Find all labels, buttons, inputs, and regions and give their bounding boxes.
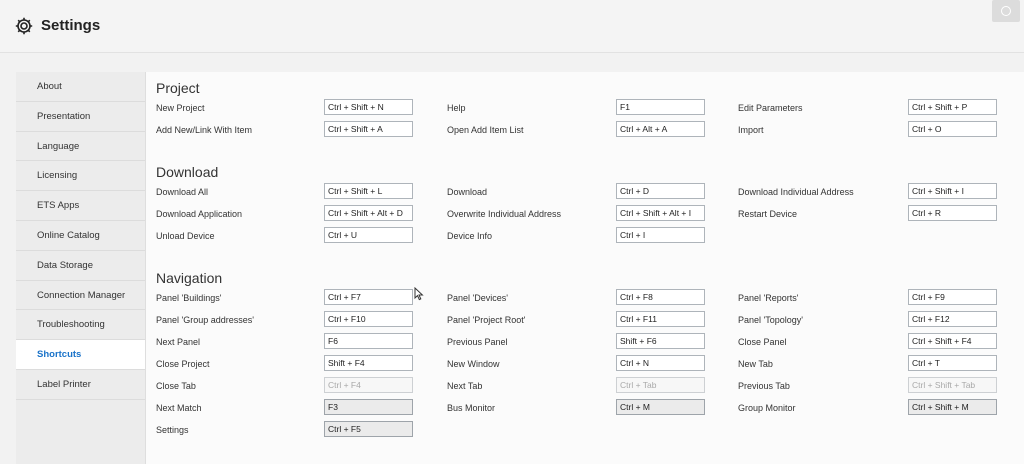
shortcut-label: Download (447, 187, 488, 197)
circle-icon (1001, 6, 1011, 16)
shortcut-row (146, 289, 1024, 311)
section-title-download: Download (156, 164, 219, 180)
shortcut-key-field-panel-project-root[interactable]: Ctrl + F11 (616, 311, 705, 327)
sidebar-item-troubleshooting[interactable]: Troubleshooting (16, 310, 145, 340)
shortcut-row (146, 121, 1024, 143)
shortcut-key-field-panel-group-addresses[interactable]: Ctrl + F10 (324, 311, 413, 327)
shortcut-key-field-next-match[interactable]: F3 (324, 399, 413, 415)
shortcut-row (146, 205, 1024, 227)
shortcut-key-field-restart-device[interactable]: Ctrl + R (908, 205, 997, 221)
sidebar-item-language[interactable]: Language (16, 132, 145, 162)
shortcut-label: Open Add Item List (447, 125, 524, 135)
shortcut-label: Panel 'Project Root' (447, 315, 526, 325)
shortcut-label: Close Project (156, 359, 210, 369)
shortcut-label: Download All (156, 187, 209, 197)
shortcut-label: Next Panel (156, 337, 201, 347)
shortcut-label: Add New/Link With Item (156, 125, 253, 135)
mouse-cursor-icon (414, 287, 424, 301)
shortcut-key-field-panel-devices[interactable]: Ctrl + F8 (616, 289, 705, 305)
shortcut-key-field-panel-topology[interactable]: Ctrl + F12 (908, 311, 997, 327)
shortcut-row (146, 421, 1024, 443)
shortcut-key-field-next-panel[interactable]: F6 (324, 333, 413, 349)
shortcut-key-field-bus-monitor[interactable]: Ctrl + M (616, 399, 705, 415)
shortcut-row (146, 377, 1024, 399)
shortcut-label: Help (447, 103, 466, 113)
shortcut-label: Bus Monitor (447, 403, 496, 413)
shortcut-label: Unload Device (156, 231, 215, 241)
sidebar-item-ets-apps[interactable]: ETS Apps (16, 191, 145, 221)
sidebar-item-online-catalog[interactable]: Online Catalog (16, 221, 145, 251)
shortcut-label: Next Tab (447, 381, 483, 391)
window-control-button[interactable] (992, 0, 1020, 22)
shortcut-label: Import (738, 125, 764, 135)
shortcut-row (146, 333, 1024, 355)
shortcuts-panel (146, 72, 1024, 464)
section-title-navigation: Navigation (156, 270, 223, 286)
shortcut-row (146, 399, 1024, 421)
shortcut-label: Previous Panel (447, 337, 508, 347)
shortcut-label: Restart Device (738, 209, 798, 219)
sidebar-item-data-storage[interactable]: Data Storage (16, 251, 145, 281)
sidebar-item-presentation[interactable]: Presentation (16, 102, 145, 132)
settings-sidebar (16, 72, 146, 464)
shortcut-label: Download Application (156, 209, 243, 219)
shortcut-label: Next Match (156, 403, 202, 413)
window-title: Settings (41, 17, 101, 34)
shortcut-key-field-new-tab[interactable]: Ctrl + T (908, 355, 997, 371)
shortcut-label: Panel 'Devices' (447, 293, 508, 303)
shortcut-key-field-previous-panel[interactable]: Shift + F6 (616, 333, 705, 349)
shortcut-key-field-download-application[interactable]: Ctrl + Shift + Alt + D (324, 205, 413, 221)
shortcut-row (146, 355, 1024, 377)
shortcut-key-field-previous-tab: Ctrl + Shift + Tab (908, 377, 997, 393)
shortcut-label: Panel 'Reports' (738, 293, 799, 303)
shortcut-label: Previous Tab (738, 381, 790, 391)
shortcut-key-field-add-new-link-with-item[interactable]: Ctrl + Shift + A (324, 121, 413, 137)
shortcut-key-field-next-tab: Ctrl + Tab (616, 377, 705, 393)
shortcut-key-field-settings[interactable]: Ctrl + F5 (324, 421, 413, 437)
shortcut-label: Panel 'Topology' (738, 315, 803, 325)
sidebar-item-connection-manager[interactable]: Connection Manager (16, 281, 145, 311)
shortcut-key-field-edit-parameters[interactable]: Ctrl + Shift + P (908, 99, 997, 115)
shortcut-label: New Window (447, 359, 500, 369)
shortcut-label: New Project (156, 103, 205, 113)
sidebar-item-label-printer[interactable]: Label Printer (16, 370, 145, 400)
shortcut-label: Close Panel (738, 337, 787, 347)
shortcut-label: Download Individual Address (738, 187, 854, 197)
shortcut-key-field-help[interactable]: F1 (616, 99, 705, 115)
shortcut-key-field-download[interactable]: Ctrl + D (616, 183, 705, 199)
shortcut-label: Close Tab (156, 381, 196, 391)
shortcut-row (146, 311, 1024, 333)
shortcut-label: Overwrite Individual Address (447, 209, 562, 219)
shortcut-key-field-new-project[interactable]: Ctrl + Shift + N (324, 99, 413, 115)
shortcut-label: Group Monitor (738, 403, 796, 413)
shortcut-row (146, 183, 1024, 205)
shortcut-label: Device Info (447, 231, 493, 241)
shortcut-row (146, 99, 1024, 121)
shortcut-label: Settings (156, 425, 189, 435)
sidebar-item-about[interactable]: About (16, 72, 145, 102)
section-title-project: Project (156, 80, 200, 96)
sidebar-item-shortcuts[interactable]: Shortcuts (16, 340, 145, 370)
shortcut-label: Panel 'Buildings' (156, 293, 222, 303)
gear-icon (14, 16, 34, 36)
shortcut-key-field-group-monitor[interactable]: Ctrl + Shift + M (908, 399, 997, 415)
shortcut-key-field-close-tab: Ctrl + F4 (324, 377, 413, 393)
title-bar (0, 0, 1024, 53)
shortcut-key-field-download-all[interactable]: Ctrl + Shift + L (324, 183, 413, 199)
shortcut-key-field-import[interactable]: Ctrl + O (908, 121, 997, 137)
shortcut-key-field-panel-reports[interactable]: Ctrl + F9 (908, 289, 997, 305)
shortcut-key-field-close-panel[interactable]: Ctrl + Shift + F4 (908, 333, 997, 349)
shortcut-row (146, 227, 1024, 249)
shortcut-key-field-unload-device[interactable]: Ctrl + U (324, 227, 413, 243)
sidebar-item-licensing[interactable]: Licensing (16, 161, 145, 191)
shortcut-key-field-close-project[interactable]: Shift + F4 (324, 355, 413, 371)
shortcut-key-field-panel-buildings[interactable]: Ctrl + F7 (324, 289, 413, 305)
shortcut-key-field-overwrite-individual-address[interactable]: Ctrl + Shift + Alt + I (616, 205, 705, 221)
shortcut-key-field-device-info[interactable]: Ctrl + I (616, 227, 705, 243)
shortcut-key-field-new-window[interactable]: Ctrl + N (616, 355, 705, 371)
shortcut-label: Edit Parameters (738, 103, 803, 113)
shortcut-label: New Tab (738, 359, 773, 369)
shortcut-key-field-open-add-item-list[interactable]: Ctrl + Alt + A (616, 121, 705, 137)
shortcut-key-field-download-individual-address[interactable]: Ctrl + Shift + I (908, 183, 997, 199)
shortcut-label: Panel 'Group addresses' (156, 315, 254, 325)
